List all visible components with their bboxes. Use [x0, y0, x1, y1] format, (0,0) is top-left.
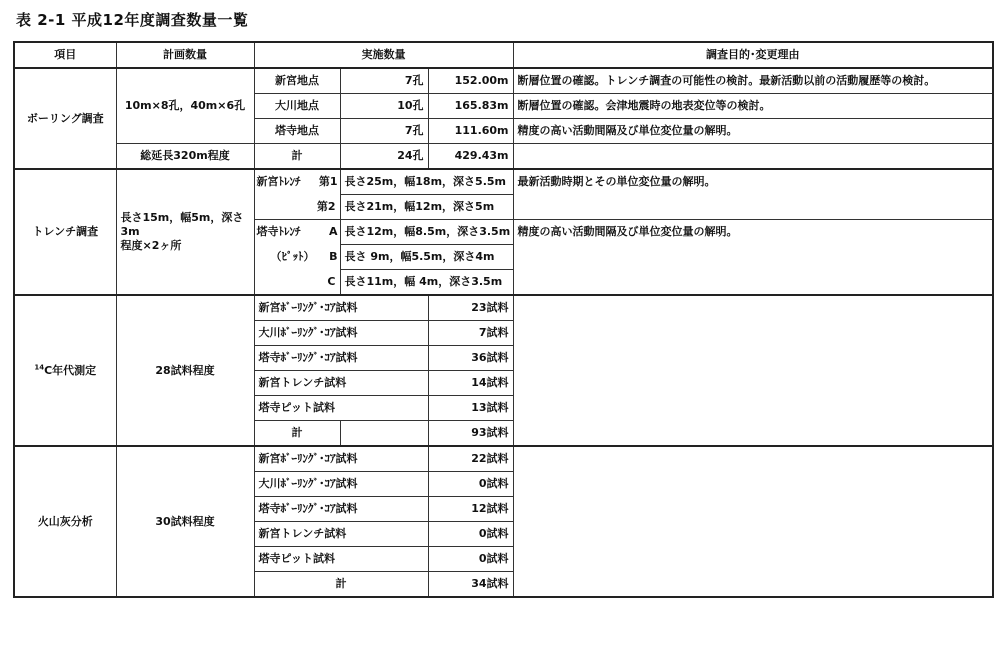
c14-total-label: 計 — [254, 421, 340, 447]
boring-site: 塔寺地点 — [254, 119, 340, 144]
c14-sample-name: 新宮ﾎﾞｰﾘﾝｸﾞ･ｺｱ試料 — [254, 295, 428, 321]
boring-planned-total: 総延長320m程度 — [116, 144, 254, 170]
boring-holes: 10孔 — [340, 94, 428, 119]
boring-purpose: 断層位置の確認。トレンチ調査の可能性の検討。最新活動以前の活動履歴等の検討。 — [513, 68, 993, 94]
ash-purpose — [513, 446, 993, 597]
ash-sample-name: 塔寺ﾎﾞｰﾘﾝｸﾞ･ｺｱ試料 — [254, 497, 428, 522]
boring-purpose: 精度の高い活動間隔及び単位変位量の解明。 — [513, 119, 993, 144]
ash-item: 火山灰分析 — [14, 446, 116, 597]
c14-sample-count: 36試料 — [428, 346, 513, 371]
trench-purpose-toji: 精度の高い活動間隔及び単位変位量の解明。 — [513, 220, 993, 296]
table-row — [14, 169, 993, 195]
header-purpose: 調査目的･変更理由 — [513, 42, 993, 68]
ash-sample-count: 0試料 — [428, 522, 513, 547]
boring-total-length: 429.43m — [428, 144, 513, 170]
table-row — [14, 446, 993, 472]
trench-dims: 長さ11m，幅 4m，深さ3.5m — [340, 270, 513, 296]
header-item: 項目 — [14, 42, 116, 68]
table-row — [14, 295, 993, 321]
trench-planned-line2: 程度×2ヶ所 — [120, 239, 182, 252]
trench-tag: 第2 — [254, 195, 340, 220]
ash-sample-count: 0試料 — [428, 547, 513, 572]
ash-sample-count: 0試料 — [428, 472, 513, 497]
boring-total-holes: 24孔 — [340, 144, 428, 170]
boring-item: ボーリング調査 — [14, 68, 116, 169]
header-planned: 計画数量 — [116, 42, 254, 68]
boring-purpose: 断層位置の確認。会津地震時の地表変位等の検討。 — [513, 94, 993, 119]
boring-total-label: 計 — [254, 144, 340, 170]
ash-planned: 30試料程度 — [116, 446, 254, 597]
survey-quantity-table — [13, 41, 994, 598]
trench-tag: A — [328, 225, 338, 239]
ash-total-label: 計 — [254, 572, 428, 598]
c14-sample-count: 23試料 — [428, 295, 513, 321]
trench-tag: 第1 — [318, 175, 338, 189]
trench-dims: 長さ21m，幅12m，深さ5m — [340, 195, 513, 220]
boring-site: 新宮地点 — [254, 68, 340, 94]
trench-tag: B — [329, 250, 338, 263]
trench-tag: C — [254, 270, 340, 296]
boring-holes: 7孔 — [340, 68, 428, 94]
c14-sample-name: 大川ﾎﾞｰﾘﾝｸﾞ･ｺｱ試料 — [254, 321, 428, 346]
ash-total-count: 34試料 — [428, 572, 513, 598]
boring-planned: 10m×8孔，40m×6孔 — [116, 68, 254, 144]
c14-item — [14, 295, 116, 446]
trench-item: トレンチ調査 — [14, 169, 116, 295]
trench-shingu-cell — [254, 169, 340, 195]
ash-sample-count: 22試料 — [428, 446, 513, 472]
trench-toji-label: 塔寺ﾄﾚﾝﾁ — [256, 225, 301, 239]
ash-sample-name: 新宮トレンチ試料 — [254, 522, 428, 547]
c14-superscript: 14 — [34, 362, 45, 371]
boring-length: 111.60m — [428, 119, 513, 144]
trench-dims: 長さ 9m，幅5.5m，深さ4m — [340, 245, 513, 270]
c14-sample-count: 7試料 — [428, 321, 513, 346]
ash-sample-count: 12試料 — [428, 497, 513, 522]
table-title: 表 2-1 平成12年度調査数量一覧 — [16, 11, 249, 29]
c14-item-label: C年代測定 — [44, 363, 97, 377]
trench-toji-cell — [254, 220, 340, 245]
boring-holes: 7孔 — [340, 119, 428, 144]
ash-sample-name: 塔寺ピット試料 — [254, 547, 428, 572]
c14-total-count: 93試料 — [428, 421, 513, 447]
ash-sample-name: 大川ﾎﾞｰﾘﾝｸﾞ･ｺｱ試料 — [254, 472, 428, 497]
trench-shingu-label: 新宮ﾄﾚﾝﾁ — [256, 175, 301, 189]
trench-planned-line1: 長さ15m，幅5m，深さ3m — [120, 211, 244, 238]
table-row — [14, 68, 993, 94]
c14-sample-name: 塔寺ﾎﾞｰﾘﾝｸﾞ･ｺｱ試料 — [254, 346, 428, 371]
table-row-total — [14, 144, 993, 170]
c14-planned: 28試料程度 — [116, 295, 254, 446]
trench-dims: 長さ25m，幅18m，深さ5.5m — [340, 169, 513, 195]
trench-purpose-shingu: 最新活動時期とその単位変位量の解明。 — [513, 169, 993, 220]
c14-sample-name: 新宮トレンチ試料 — [254, 371, 428, 396]
header-actual: 実施数量 — [254, 42, 513, 68]
trench-toji-sub-cell — [254, 245, 340, 270]
ash-sample-name: 新宮ﾎﾞｰﾘﾝｸﾞ･ｺｱ試料 — [254, 446, 428, 472]
boring-total-purpose — [513, 144, 993, 170]
header-row — [14, 42, 993, 68]
boring-length: 152.00m — [428, 68, 513, 94]
c14-sample-name: 塔寺ピット試料 — [254, 396, 428, 421]
c14-total-blank — [340, 421, 428, 447]
c14-sample-count: 14試料 — [428, 371, 513, 396]
c14-purpose — [513, 295, 993, 446]
trench-toji-sub: （ﾋﾟｯﾄ） — [270, 250, 315, 263]
trench-dims: 長さ12m，幅8.5m，深さ3.5m — [340, 220, 513, 245]
boring-site: 大川地点 — [254, 94, 340, 119]
trench-planned — [116, 169, 254, 295]
boring-length: 165.83m — [428, 94, 513, 119]
c14-sample-count: 13試料 — [428, 396, 513, 421]
